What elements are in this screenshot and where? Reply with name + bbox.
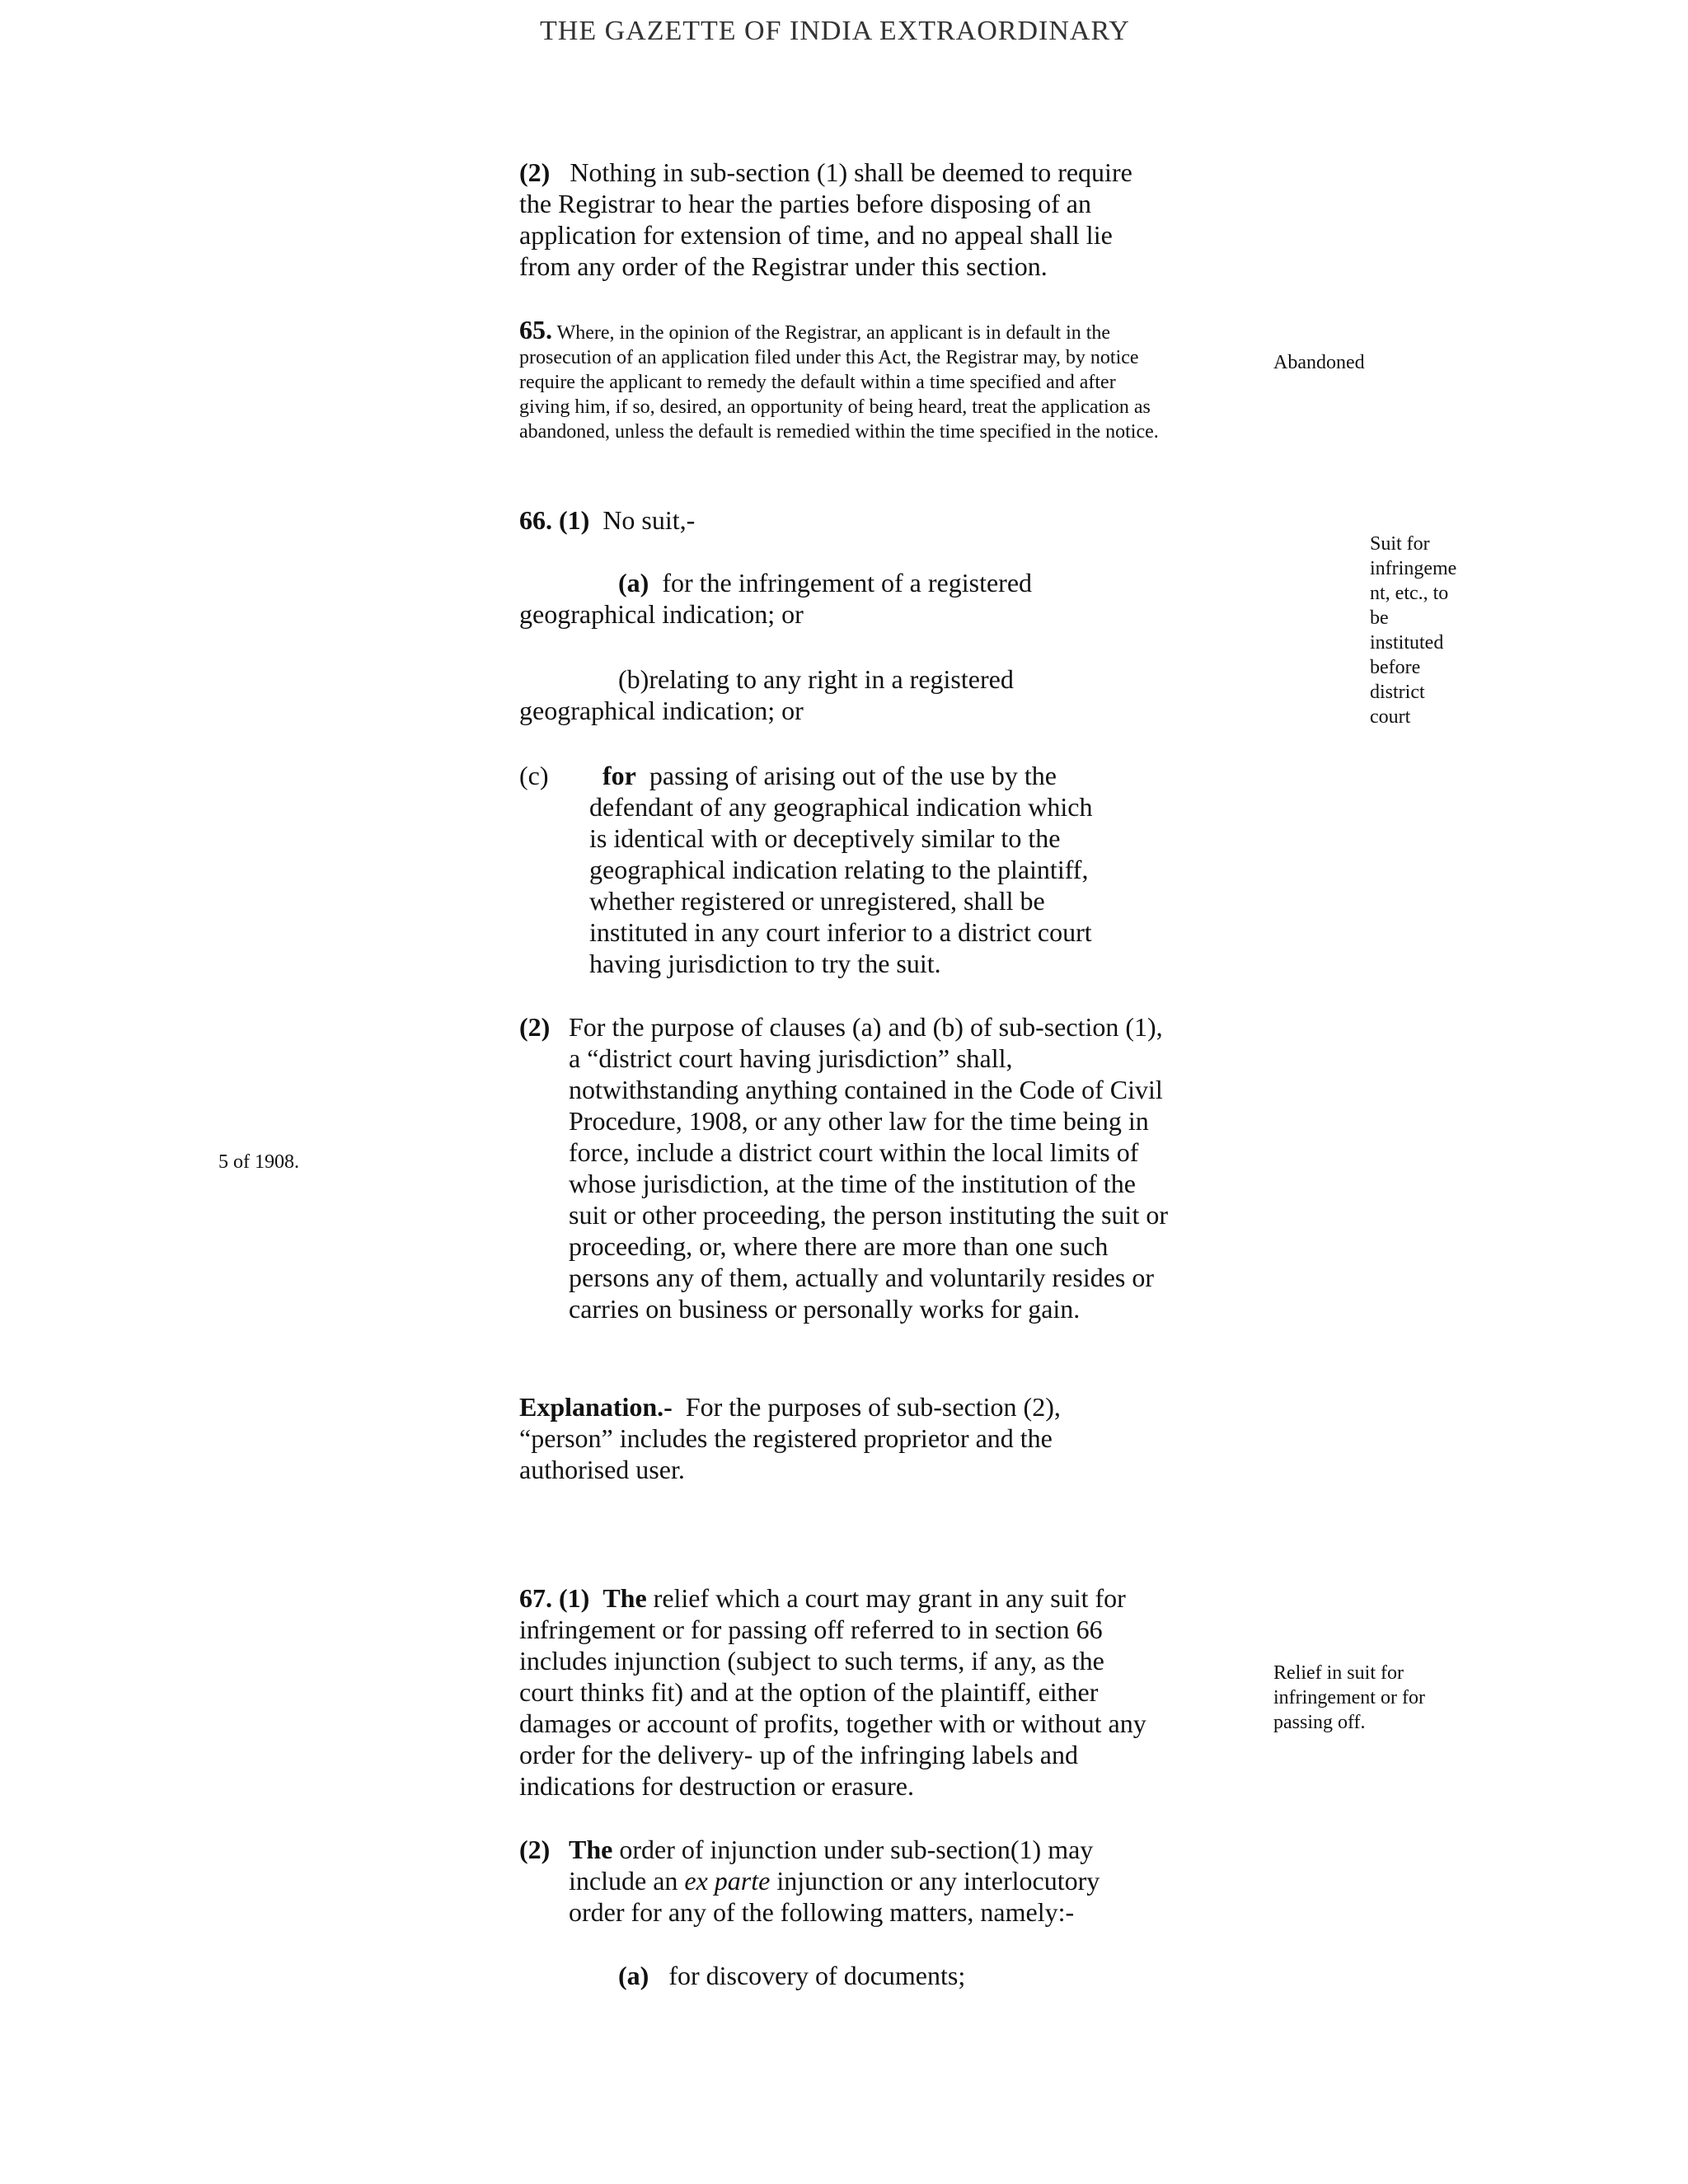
s66-sub2-text: For the purpose of clauses (a) and (b) of sub-section (1), a “district court having jurisdiction” shall, notwithstanding anything contained in the Code of Civil Procedure, 1908, or any other law for the time being in force, include a district court within the local limits of whose jurisdiction, at the time of the institution of the suit or other proceeding, the person instituting the suit or proceeding, or, where there are more than one such persons any of them, actually and voluntarily resides or carries on business or personally works for gain. [569, 1012, 1168, 1324]
s67-subsection-1 [519, 1582, 1162, 1802]
s66-heading [519, 504, 695, 536]
s65-text: Where, in the opinion of the Registrar, an applicant is in default in the prosecution of an application filed under this Act, the Registrar may, by notice require the applicant to remedy the default within a time specified and after giving him, if so, desired, an opportunity of being heard, treat the application as abandoned, unless the default is remedied within the time specified in the notice. [519, 322, 1159, 443]
s66-subsection-2 [519, 1011, 1170, 1324]
section-65 [519, 317, 1162, 444]
s66-margin-note: Suit for infringeme nt, etc., to be instituted before district court [1370, 533, 1457, 728]
s67-subsection-2 [519, 1834, 1162, 1928]
s66-sub2-number: (2) [519, 1012, 551, 1042]
s67-margin-note: Relief in suit for infringement or for passing off. [1273, 1662, 1425, 1733]
s66-explanation [519, 1391, 1129, 1485]
s67-sub2-text-b: injunction or any interlocutory order for any of the following matters, namely:- [569, 1866, 1100, 1927]
s67-lead-bold: The [603, 1583, 647, 1613]
s67-sub2-number: (2) [519, 1835, 551, 1864]
s66-clause-c [519, 760, 1162, 979]
s66-clause-b [519, 663, 1162, 726]
s66-intro: No suit,- [603, 505, 696, 535]
s66-number: 66. (1) [519, 505, 590, 535]
running-header: THE GAZETTE OF INDIA EXTRAORDINARY [540, 16, 1130, 40]
s66-clause-a [519, 567, 1162, 630]
s66-clause-c-text: passing of arising out of the use by the defendant of any geographical indication which is identical with or deceptively similar to the geographical indication relating to the plaintiff, whether registered or unregistered, shall be instituted in any court inferior to a district court having jurisdiction to try the suit. [589, 761, 1093, 978]
s66-clause-a-line1: for the infringement of a registered [662, 568, 1033, 598]
s67-clause-a-text: for discovery of documents; [668, 1961, 966, 1990]
s64-subsection-2 [519, 157, 1162, 282]
s64-sub2-text: Nothing in sub-section (1) shall be deemed to require the Registrar to hear the parties before disposing of an application for extension of time, and no appeal shall lie from any order of the Registrar under this section. [519, 157, 1132, 281]
s66-clause-b-line1: (b)relating to any right in a registered [618, 664, 1014, 694]
s66-explanation-label: Explanation.- [519, 1392, 673, 1422]
s65-number: 65. [519, 315, 552, 344]
s67-sub2-bold: The [569, 1835, 613, 1864]
s67-sub2-italic: ex parte [684, 1866, 771, 1896]
s67-text: relief which a court may grant in any suit for infringement or for passing off referred to in section 66 includes injunction (subject to such terms, if any, as the court thinks fit) and at the option of the plaintiff, either damages or account of profits, together with or without any order for the delivery- up of the infringing labels and indications for destruction or erasure. [519, 1583, 1146, 1801]
s66-clause-a-line2: geographical indication; or [519, 599, 804, 629]
s66-clause-a-label: (a) [618, 568, 649, 598]
s66-clause-c-label: (c) [519, 761, 549, 790]
s67-clause-a [618, 1960, 965, 1991]
s66-left-note: 5 of 1908. [218, 1151, 299, 1173]
s67-clause-a-label: (a) [618, 1961, 649, 1990]
s64-sub2-number: (2) [519, 157, 551, 187]
s66-explanation-text: For the purposes of sub-section (2), “person” includes the registered proprietor and the authorised user. [519, 1392, 1061, 1484]
s66-clause-c-bold: for [603, 761, 636, 790]
s65-margin-note: Abandoned [1273, 352, 1365, 373]
s67-sub2-text-a: order of injunction under sub-section(1) may include an [569, 1835, 1094, 1896]
s66-clause-b-line2: geographical indication; or [519, 696, 804, 725]
s67-number: 67. (1) [519, 1583, 590, 1613]
